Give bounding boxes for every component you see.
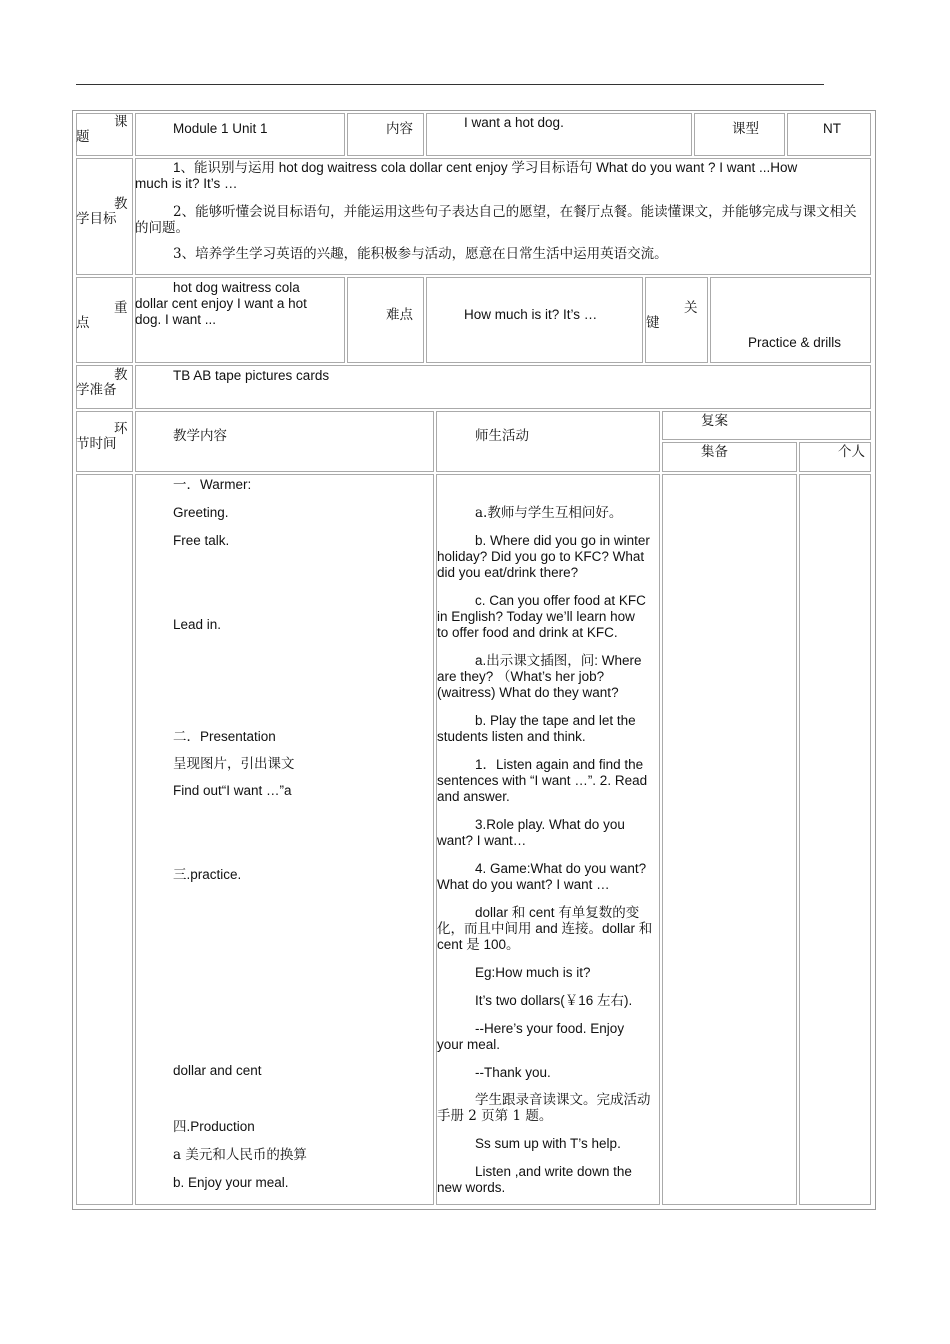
activity-sum-up: Ss sum up with T’s help. bbox=[475, 1136, 621, 1151]
activity-s1-line-3: and answer. bbox=[437, 789, 510, 804]
activity-a2-line-3: (waitress) What do they want? bbox=[437, 685, 619, 700]
goal-1-line-2: much is it? It’s … bbox=[135, 176, 238, 191]
step-production: 四.Production bbox=[173, 1119, 255, 1134]
review-header: 复案 bbox=[701, 413, 728, 429]
content-label: 内容 bbox=[386, 121, 413, 137]
keypoints-line-3: dog. I want ... bbox=[135, 312, 217, 327]
content-header: 教学内容 bbox=[173, 428, 227, 444]
step-greeting: Greeting. bbox=[173, 505, 229, 520]
goal-1-line-1: 1、能识别与运用 hot dog waitress cola dollar cent enjoy 学习目标语句 What do you want ? I want ...How bbox=[173, 160, 798, 175]
activity-example: Eg:How much is it? bbox=[475, 965, 591, 980]
activity-a2-line-1: a.出示课文插图，问: Where bbox=[475, 653, 642, 668]
content-text: I want a hot dog. bbox=[464, 115, 564, 130]
step-presentation: 二．Presentation bbox=[173, 729, 276, 744]
personal-header: 个人 bbox=[838, 444, 865, 460]
step-lead-in: Lead in. bbox=[173, 617, 222, 632]
keypoints-label-bottom: 点 bbox=[76, 315, 90, 331]
activity-dollar-line-1: dollar 和 cent 有单复数的变 bbox=[475, 905, 640, 920]
difficult-label: 难点 bbox=[386, 307, 413, 323]
keypoints-label-top: 重 bbox=[114, 300, 128, 316]
personal-body-cell bbox=[799, 474, 871, 1205]
activity-b2-line-2: students listen and think. bbox=[437, 729, 586, 744]
activity-b1-line-3: did you eat/drink there? bbox=[437, 565, 579, 580]
goals-label-bottom: 学目标 bbox=[76, 211, 117, 227]
activity-s4-line-1: 4. Game:What do you want? bbox=[475, 861, 647, 876]
activity-c1-line-1: c. Can you offer food at KFC bbox=[475, 593, 646, 608]
goal-2-line-1: 2、能够听懂会说目标语句，并能运用这些句子表达自己的愿望，在餐厅点餐。能读懂课文，并能够完成与课文相关 bbox=[173, 204, 857, 220]
activity-greet: a.教师与学生互相问好。 bbox=[475, 505, 623, 521]
review-header-cell bbox=[662, 411, 871, 440]
activity-c1-line-2: in English? Today we’ll learn how bbox=[437, 609, 635, 624]
activity-listen-line-1: Listen ,and write down the bbox=[475, 1164, 632, 1179]
activity-two-dollars: It’s two dollars(￥16 左右). bbox=[475, 993, 633, 1008]
crux-text: Practice & drills bbox=[748, 335, 842, 350]
step-free-talk: Free talk. bbox=[173, 533, 230, 548]
type-text: NT bbox=[823, 121, 841, 136]
activity-b1-line-2: holiday? Did you go to KFC? What bbox=[437, 549, 645, 564]
stage-label-bottom: 节时间 bbox=[76, 436, 117, 452]
activity-b1-line-1: b. Where did you go in winter bbox=[475, 533, 650, 548]
activity-header-cell bbox=[436, 411, 660, 472]
activity-c1-line-3: to offer food and drink at KFC. bbox=[437, 625, 618, 640]
step-enjoy-meal: b. Enjoy your meal. bbox=[173, 1175, 289, 1190]
prep-label-top: 教 bbox=[114, 367, 128, 383]
activity-s4-line-2: What do you want? I want … bbox=[437, 877, 610, 892]
activity-s3-line-1: 3.Role play. What do you bbox=[475, 817, 625, 832]
goals-label-top: 教 bbox=[114, 196, 128, 212]
crux-label-top: 关 bbox=[684, 300, 698, 316]
group-body-cell bbox=[662, 474, 797, 1205]
keypoints-line-1: hot dog waitress cola bbox=[173, 280, 300, 295]
goal-3: 3、培养学生学习英语的兴趣，能积极参与活动，愿意在日常生活中运用英语交流。 bbox=[173, 246, 668, 262]
activity-b2-line-1: b. Play the tape and let the bbox=[475, 713, 636, 728]
type-label: 课型 bbox=[732, 121, 759, 137]
header-rule bbox=[76, 84, 824, 85]
step-warmer: 一．Warmer: bbox=[173, 477, 252, 492]
activity-dollar-line-2: 化，而且中间用 and 连接。dollar 和 bbox=[437, 921, 653, 936]
difficult-text: How much is it? It’s … bbox=[464, 307, 598, 322]
prep-label-bottom: 学准备 bbox=[76, 382, 117, 398]
topic-label-top: 课 bbox=[114, 114, 128, 130]
topic-label-bottom: 题 bbox=[76, 129, 90, 145]
goal-2-line-2: 的问题。 bbox=[135, 220, 189, 236]
activity-here-line-2: your meal. bbox=[437, 1037, 501, 1052]
activity-follow-line-1: 学生跟录音读课文。完成活动 bbox=[475, 1092, 651, 1108]
group-header: 集备 bbox=[701, 444, 728, 460]
group-header-cell bbox=[662, 442, 797, 472]
stage-label-top: 环 bbox=[114, 421, 128, 437]
activity-header: 师生活动 bbox=[475, 428, 529, 444]
crux-label-bottom: 键 bbox=[646, 315, 660, 331]
activity-follow-line-2: 手册 2 页第 1 题。 bbox=[437, 1108, 553, 1124]
prep-text: TB AB tape pictures cards bbox=[173, 368, 330, 383]
activity-s3-line-2: want? I want… bbox=[437, 833, 527, 848]
activity-dollar-line-3: cent 是 100。 bbox=[437, 937, 520, 952]
keypoints-line-2: dollar cent enjoy I want a hot bbox=[135, 296, 307, 311]
step-practice: 三.practice. bbox=[173, 867, 242, 882]
content-body-cell bbox=[135, 474, 434, 1205]
activity-thanks: --Thank you. bbox=[475, 1065, 551, 1080]
stage-body-cell bbox=[76, 474, 133, 1205]
activity-a2-line-2: are they? （What’s her job? bbox=[437, 669, 605, 684]
topic-text: Module 1 Unit 1 bbox=[173, 121, 268, 136]
activity-listen-line-2: new words. bbox=[437, 1180, 506, 1195]
step-find-out: Find out“I want …”a bbox=[173, 783, 292, 798]
activity-here-line-1: --Here’s your food. Enjoy bbox=[475, 1021, 625, 1036]
step-conversion: a 美元和人民币的换算 bbox=[173, 1147, 307, 1163]
step-dollar-cent: dollar and cent bbox=[173, 1063, 262, 1078]
step-show-pictures: 呈现图片，引出课文 bbox=[173, 756, 295, 772]
activity-s1-line-1: 1．Listen again and find the bbox=[475, 757, 644, 772]
activity-s1-line-2: sentences with “I want …”. 2. Read bbox=[437, 773, 648, 788]
